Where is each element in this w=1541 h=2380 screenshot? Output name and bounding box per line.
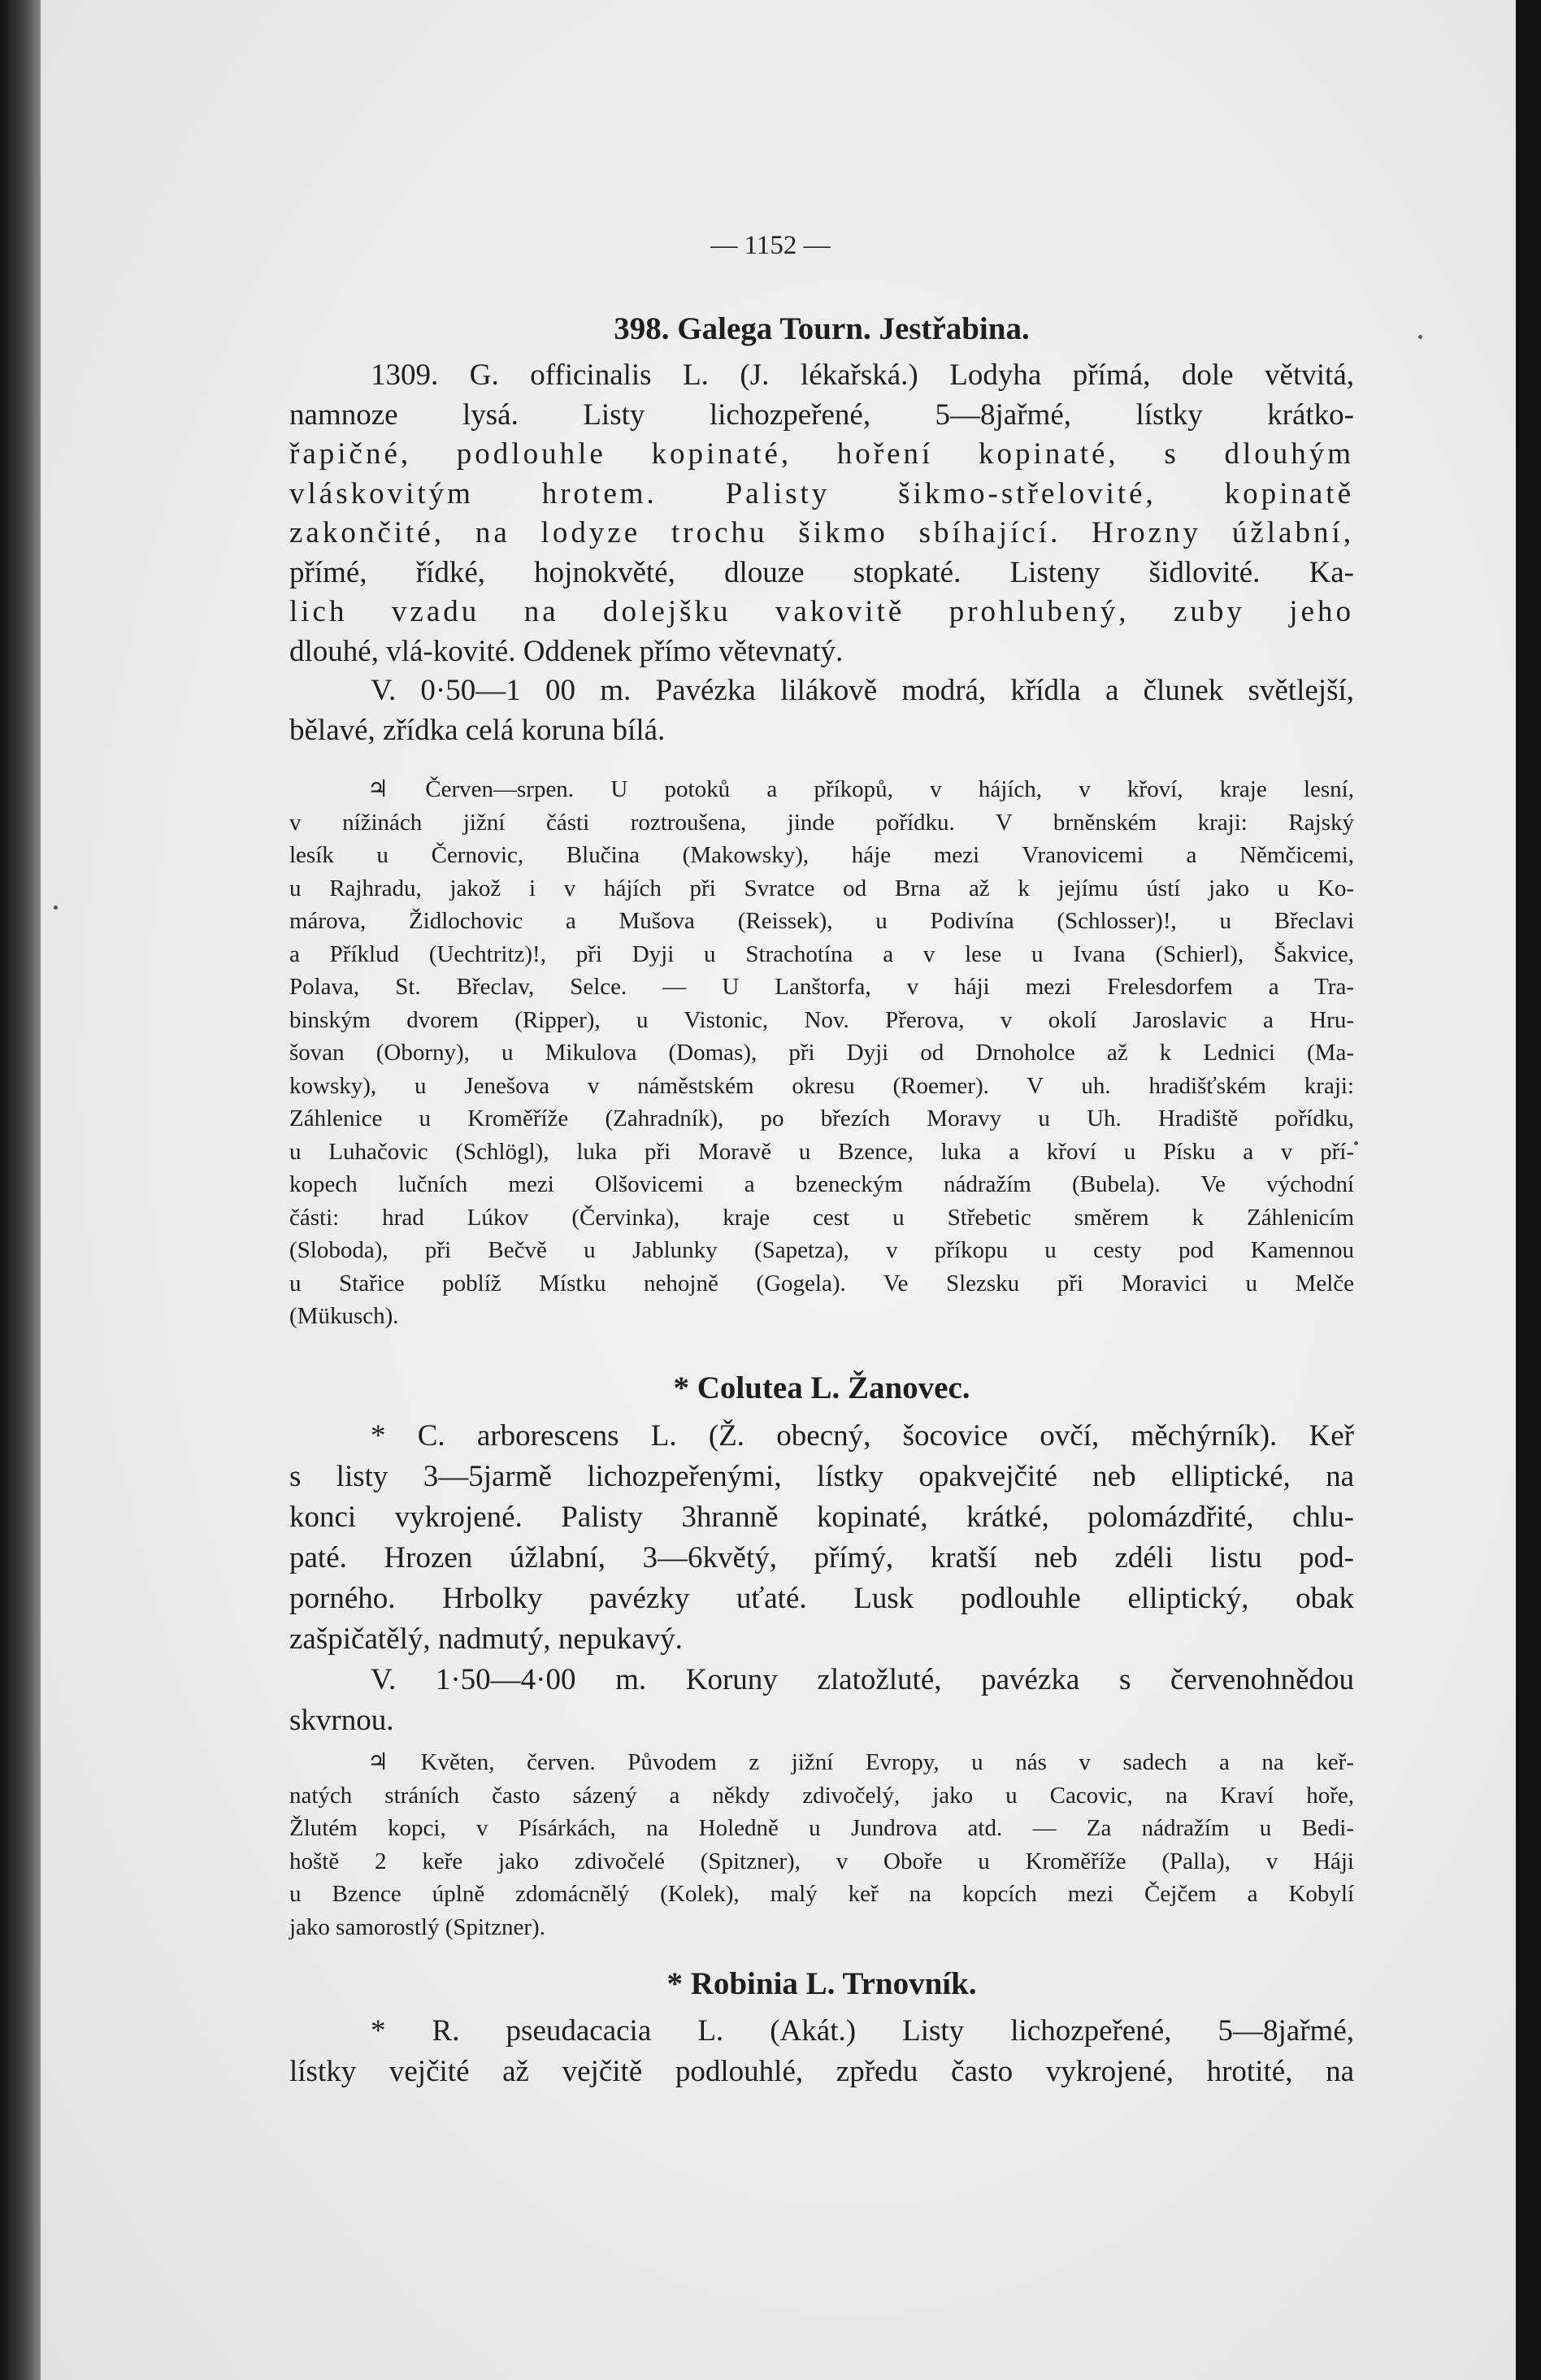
distribution-line: Žlutém kopci, v Písárkách, na Holedně u Jundrova atd. — Za nádražím u Bedi- (289, 1815, 1354, 1841)
distribution-line: ♃ Květen, červen. Původem z jižní Evropy, u nás v sadech a na keř- (367, 1749, 1354, 1775)
distribution-line: márova, Židlochovic a Mušova (Reissek), u Podivína (Schlosser)!, u Břeclavi (289, 908, 1354, 934)
distribution-line: ♃ Červen—srpen. U potoků a příkopů, v hájích, v křoví, kraje lesní, (367, 776, 1354, 802)
description-line: vláskovitým hrotem. Palisty šikmo-střelovité, kopinatě (289, 476, 1354, 510)
species-description-robinia-pseudacacia (289, 2011, 1354, 2092)
distribution-line: a Příklud (Uechtritz)!, při Dyji u Strachotína a v lese u Ivana (Schierl), Šakvice, (289, 940, 1354, 967)
distribution-line: kowsky), u Jenešova v náměstském okresu (Roemer). V uh. hradišťském kraji: (289, 1072, 1354, 1099)
description-line: * R. pseudacacia L. (Akát.) Listy lichozpeřené, 5—8jařmé, (371, 2014, 1354, 2048)
distribution-line: části: hrad Lúkov (Červinka), kraje cest u Střebetic směrem k Záhlenicím (289, 1204, 1354, 1231)
genus-heading-robinia: * Robinia L. Trnovník. (666, 1966, 977, 2001)
distribution-line: (Sloboda), při Bečvě u Jablunky (Sapetza), v příkopu u cesty pod Kamennou (289, 1237, 1354, 1263)
genus-heading-galega: 398. Galega Tourn. Jestřabina. (614, 311, 1030, 346)
description-line: řapičné, podlouhle kopinaté, hoření kopinaté, s dlouhým (289, 437, 1354, 471)
description-line: dlouhé, vlá-kovité. Oddenek přímo větevnatý. (289, 634, 844, 668)
scan-border-left (0, 0, 41, 2380)
description-line: přímé, řídké, hojnokvěté, dlouze stopkaté. Listeny šidlovité. Ka- (289, 555, 1354, 589)
description-line: lich vzadu na dolejšku vakovitě prohlubený, zuby jeho (289, 595, 1354, 628)
distribution-line: u Bzence úplně zdomácnělý (Kolek), malý keř na kopcích mezi Čejčem a Kobylí (289, 1881, 1354, 1907)
distribution-line: v nížinách jižní části roztroušena, jinde pořídku. V brněnském kraji: Rajský (289, 809, 1354, 836)
bloom-line: skvrnou. (289, 1704, 394, 1737)
bloom-line: V. 1·50—4·00 m. Koruny zlatožluté, pavézka s červenohnědou (371, 1663, 1354, 1696)
description-line: * C. arborescens L. (Ž. obecný, šocovice ovčí, měchýrník). Keř (371, 1419, 1354, 1453)
distribution-line: Záhlenice u Kroměříže (Zahradník), po březích Moravy u Uh. Hradiště pořídku, (289, 1105, 1354, 1131)
description-line: konci vykrojené. Palisty 3hranně kopinaté, krátké, polomázdřité, chlu- (289, 1501, 1354, 1534)
paper-speck (1354, 1141, 1358, 1145)
description-line: lístky vejčité až vejčitě podlouhlé, zpředu často vykrojené, hrotité, na (289, 2055, 1354, 2088)
description-line: porného. Hrbolky pavézky uťaté. Lusk podlouhle elliptický, obak (289, 1582, 1354, 1615)
species-description-colutea-arborescens (289, 1416, 1354, 1741)
description-line: namnoze lysá. Listy lichozpeřené, 5—8jařmé, lístky krátko- (289, 397, 1354, 432)
page-number: — 1152 — (710, 231, 831, 260)
description-line: zakončité, na lodyze trochu šikmo sbíhající. Hrozny úžlabní, (289, 516, 1354, 549)
distribution-line: šovan (Oborny), u Mikulova (Domas), při Dyji od Drnoholce až k Lednici (Ma- (289, 1040, 1354, 1066)
distribution-line: lesík u Černovic, Blučina (Makowsky), háje mezi Vranovicemi a Němčicemi, (289, 842, 1354, 868)
distribution-line: binským dvorem (Ripper), u Vistonic, Nov. Přerova, v okolí Jaroslavic a Hru- (289, 1006, 1354, 1033)
distribution-line: jako samorostlý (Spitzner). (289, 1913, 545, 1940)
description-line: 1309. G. officinalis L. (J. lékařská.) Lodyha přímá, dole větvitá, (371, 358, 1354, 392)
distribution-galega-officinalis (289, 773, 1354, 1333)
distribution-line: Polava, St. Břeclav, Selce. — U Lanštorfa, v háji mezi Frelesdorfem a Tra- (289, 974, 1354, 1000)
bloom-line: bělavé, zřídka celá koruna bílá. (289, 713, 666, 747)
description-line: s listy 3—5jarmě lichozpeřenými, lístky opakvejčité neb elliptické, na (289, 1460, 1354, 1493)
description-line: paté. Hrozen úžlabní, 3—6květý, přímý, kratší neb zdéli listu pod- (289, 1541, 1354, 1574)
distribution-line: natých stráních často sázený a někdy zdivočelý, jako u Cacovic, na Kraví hoře, (289, 1782, 1354, 1809)
scan-border-right (1516, 0, 1541, 2380)
distribution-line: u Rajhradu, jakož i v hájích při Svratce od Brna až k jejímu ústí jako u Ko- (289, 875, 1354, 901)
distribution-colutea-arborescens (289, 1746, 1354, 1944)
description-line: zašpičatělý, nadmutý, nepukavý. (289, 1622, 683, 1656)
paper-speck (1418, 335, 1422, 339)
distribution-line: hoště 2 keře jako zdivočelé (Spitzner), v Oboře u Kroměříže (Palla), v Háji (289, 1848, 1354, 1874)
paper-speck (54, 906, 58, 910)
species-description-galega-officinalis (289, 356, 1354, 750)
genus-heading-colutea: * Colutea L. Žanovec. (673, 1370, 970, 1405)
bloom-line: V. 0·50—1 00 m. Pavézka lilákově modrá, křídla a člunek světlejší, (371, 674, 1354, 707)
distribution-line: u Luhačovic (Schlögl), luka při Moravě u Bzence, luka a křoví u Písku a v pří- (289, 1138, 1354, 1165)
distribution-line: kopech lučních mezi Olšovicemi a bzeneckým nádražím (Bubela). Ve východní (289, 1171, 1354, 1197)
distribution-line: (Mükusch). (289, 1303, 399, 1329)
distribution-line: u Stařice poblíž Místku nehojně (Gogela). Ve Slezsku při Moravici u Melče (289, 1270, 1354, 1296)
